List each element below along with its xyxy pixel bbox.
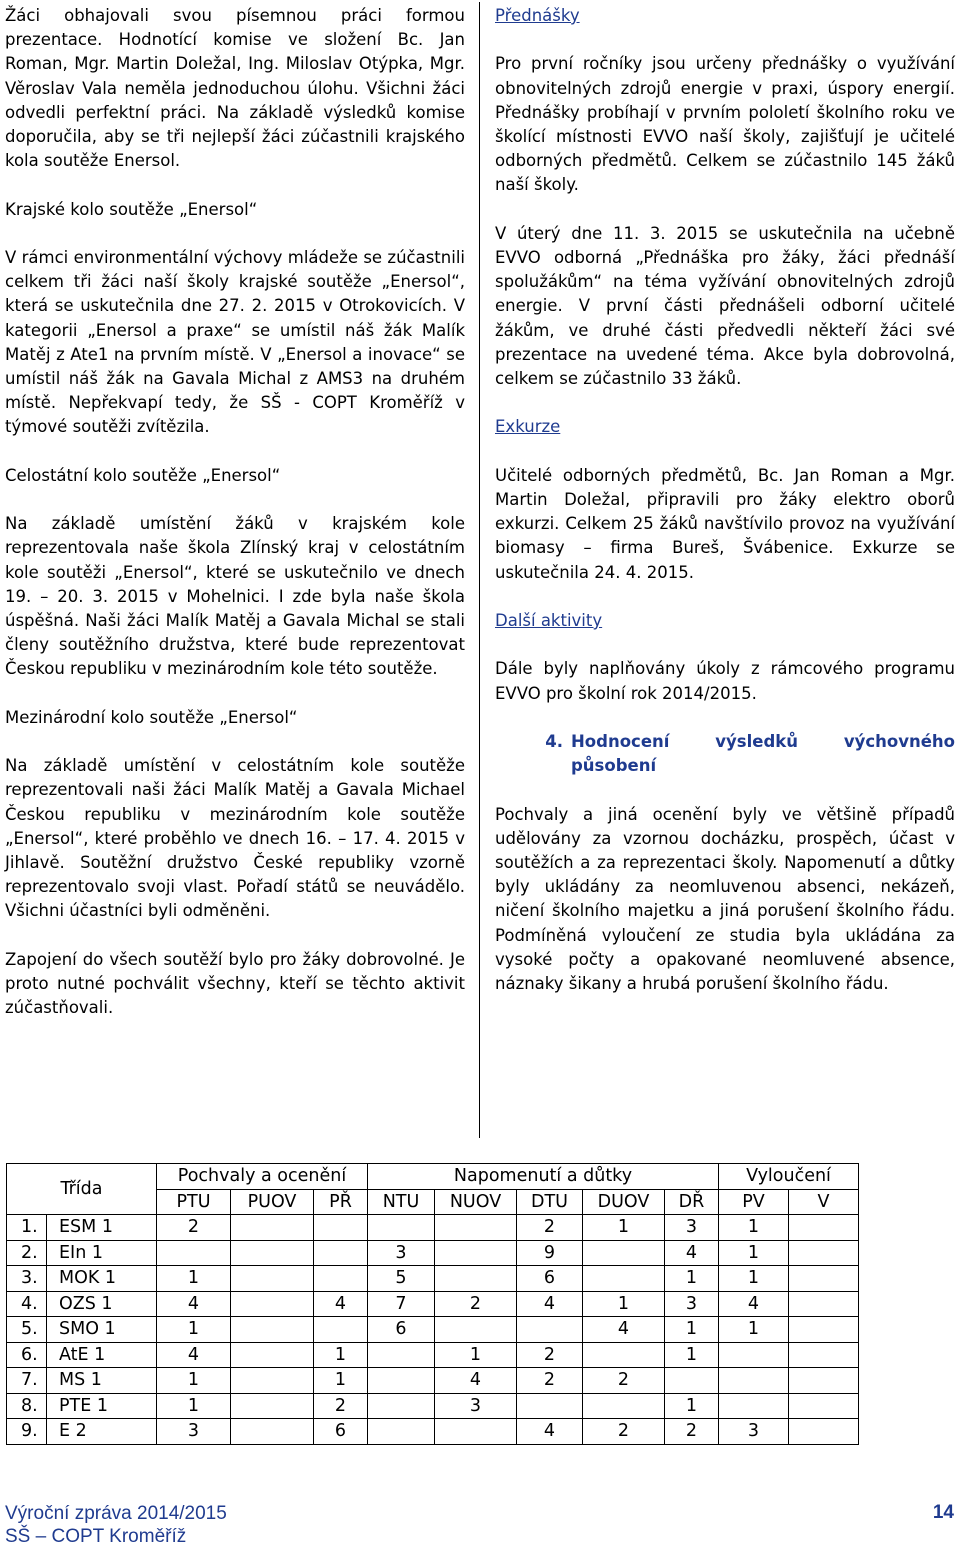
page-number: 14 [932, 1502, 954, 1523]
table-cell-class: MS 1 [47, 1368, 157, 1394]
table-row [7, 1215, 859, 1241]
table-cell: 6 [517, 1266, 583, 1292]
table-cell: 2 [517, 1215, 583, 1241]
column-divider [479, 2, 480, 1138]
table-cell-index: 2. [7, 1240, 47, 1266]
table-cell-class: E 2 [47, 1419, 157, 1445]
table-cell: 1 [583, 1215, 665, 1241]
table-cell: 6 [368, 1317, 435, 1343]
table-cell [583, 1342, 665, 1368]
section-4-title-line2: působení [571, 756, 657, 776]
table-cell [435, 1240, 517, 1266]
left-column [5, 4, 465, 1020]
table-cell: 3 [665, 1291, 719, 1317]
paragraph-pochvaly: Pochvaly a jiná ocenění byly ve většině případů udělovány za vzornou docházku, prospěch, účast v soutěžích a za reprezentaci školy. Napomenutí a důtky byly ukládány za neomluvenou absenci, nekázeň, ničení školního majetku a jiná porušení školního řádu. Podmíněná vyloučení ze studia byla ukládána za vysoké počty a opakované neomluvené absence, náznaky šikany a hrubá porušení školního řádu. [495, 804, 955, 993]
table-body [7, 1215, 859, 1445]
paragraph-mezinarodni-kolo: Na základě umístění v celostátním kole soutěže reprezentovali naši žáci Malík Matěj a Gavala Michael Českou republiku v mezinárodním kole soutěže „Enersol“, které proběhlo ve dnech 16. – 17. 4. 2015 v Jihlavě. Soutěžní družstvo České republiky vzorně reprezentovalo svoji vlast. Pořadí států se neuvádělo. Všichni účastníci byli odměněni. [5, 756, 465, 921]
table-cell: 1 [157, 1368, 231, 1394]
section-4-number: 4. [545, 731, 563, 751]
table-row [7, 1368, 859, 1394]
paragraph-obhajoba: Žáci obhajovali svou písemnou práci formou prezentace. Hodnotící komise ve složení Bc. Jan Roman, Mgr. Martin Doležal, Ing. Miloslav Otýpka, Mgr. Věroslav Vala neměla jednoduchou úlohu. Všichni žáci odvedli perfektní práci. Na základě výsledků komise doporučila, aby se tři nejlepší žáci zúčastnili krajského kola soutěže Enersol. [5, 6, 465, 171]
table-header-group-pochvaly: Pochvaly a ocenění [157, 1164, 368, 1190]
table-cell: 4 [314, 1291, 368, 1317]
footer-report-title: Výroční zpráva 2014/2015 [5, 1503, 227, 1524]
table-cell [789, 1342, 859, 1368]
table-cell [789, 1240, 859, 1266]
table-cell [368, 1368, 435, 1394]
table-cell-class: PTE 1 [47, 1393, 157, 1419]
table-cell [231, 1393, 314, 1419]
table-header-group-vylouceni: Vyloučení [719, 1164, 859, 1190]
table-cell-index: 7. [7, 1368, 47, 1394]
table-row [7, 1291, 859, 1317]
table-cell [314, 1266, 368, 1292]
table-cell: 1 [719, 1215, 789, 1241]
table-subheader: PUOV [231, 1189, 314, 1215]
table-header-group-napomenuti: Napomenutí a důtky [368, 1164, 719, 1190]
table-cell [231, 1342, 314, 1368]
table-cell: 3 [157, 1419, 231, 1445]
table-cell [231, 1317, 314, 1343]
table-cell [789, 1393, 859, 1419]
table-cell [583, 1393, 665, 1419]
table-cell [231, 1368, 314, 1394]
table-header-class: Třída [7, 1164, 157, 1215]
paragraph-krajske-kolo: V rámci environmentální výchovy mládeže se zúčastnili celkem tři žáci naší školy krajské soutěže „Enersol“, která se uskutečnila dne 27. 2. 2015 v Otrokovicích. V kategorii „Enersol a praxe“ se umístil náš žák Malík Matěj z Ate1 na prvním místě. V „Enersol a inovace“ se umístil náš žák na Gavala Michal z AMS3 na druhém místě. Nepřekvapí tedy, že SŠ - COPT Kroměříž v týmové soutěži zvítězila. [5, 248, 465, 437]
table-cell: 6 [314, 1419, 368, 1445]
table-cell-class: EIn 1 [47, 1240, 157, 1266]
table-cell [368, 1393, 435, 1419]
table-cell [435, 1215, 517, 1241]
table-cell-class: ESM 1 [47, 1215, 157, 1241]
table-cell [314, 1215, 368, 1241]
table-cell: 2 [435, 1291, 517, 1317]
table-cell-index: 3. [7, 1266, 47, 1292]
table-cell: 4 [583, 1317, 665, 1343]
section-4-title-line1: Hodnocení výsledků výchovného [571, 731, 955, 751]
table-cell [789, 1368, 859, 1394]
table-cell: 7 [368, 1291, 435, 1317]
table-cell [789, 1419, 859, 1445]
table-cell: 1 [157, 1266, 231, 1292]
table-cell [789, 1317, 859, 1343]
table-cell: 1 [665, 1393, 719, 1419]
table-cell: 2 [517, 1342, 583, 1368]
table-cell [789, 1215, 859, 1241]
table-subheader: DŘ [665, 1189, 719, 1215]
table-cell [231, 1240, 314, 1266]
table-cell: 2 [583, 1419, 665, 1445]
heading-dalsi-aktivity: Další aktivity [495, 611, 603, 630]
table-cell [719, 1342, 789, 1368]
footer [5, 1502, 227, 1548]
section-4-heading [495, 730, 955, 778]
table-cell [435, 1266, 517, 1292]
table-cell [368, 1342, 435, 1368]
paragraph-utery: V úterý dne 11. 3. 2015 se uskutečnila na učebně EVVO odborná „Přednáška pro žáky, žáci přednáší spolužákům“ na téma vyžívání obnovitelných zdrojů energie. V první části přednášeli odborní učitelé žákům, ve druhé části předvedli někteří žáci své prezentace na uvedené téma. Akce byla dobrovolná, celkem se zúčastnilo 33 žáků. [495, 223, 955, 389]
table-subheader: PTU [157, 1189, 231, 1215]
table-cell-class: AtE 1 [47, 1342, 157, 1368]
table-cell-index: 9. [7, 1419, 47, 1445]
table-cell [231, 1291, 314, 1317]
table-subheader: NUOV [435, 1189, 517, 1215]
table-cell: 2 [314, 1393, 368, 1419]
table-cell: 4 [719, 1291, 789, 1317]
table-cell [517, 1393, 583, 1419]
table-cell: 2 [665, 1419, 719, 1445]
table-cell: 1 [157, 1317, 231, 1343]
table-cell-class: OZS 1 [47, 1291, 157, 1317]
table-cell [719, 1368, 789, 1394]
table-cell: 5 [368, 1266, 435, 1292]
table-cell [665, 1368, 719, 1394]
table-cell: 2 [517, 1368, 583, 1394]
table-cell: 4 [157, 1291, 231, 1317]
right-column [495, 4, 955, 996]
table-subheader: V [789, 1189, 859, 1215]
table-cell: 3 [719, 1419, 789, 1445]
table-cell [517, 1317, 583, 1343]
table-cell: 4 [435, 1368, 517, 1394]
table-cell: 1 [665, 1317, 719, 1343]
table-cell: 4 [665, 1240, 719, 1266]
table-cell-index: 4. [7, 1291, 47, 1317]
table-cell [583, 1240, 665, 1266]
table-cell [789, 1291, 859, 1317]
table-cell: 1 [157, 1393, 231, 1419]
table-cell [157, 1240, 231, 1266]
table-cell [719, 1393, 789, 1419]
table-cell [314, 1317, 368, 1343]
table-cell [435, 1317, 517, 1343]
table-cell: 1 [719, 1266, 789, 1292]
table-cell: 1 [665, 1342, 719, 1368]
table-cell: 3 [665, 1215, 719, 1241]
table-cell-index: 6. [7, 1342, 47, 1368]
table-cell: 2 [583, 1368, 665, 1394]
table-cell [231, 1215, 314, 1241]
table-row [7, 1342, 859, 1368]
heading-krajske-kolo: Krajské kolo soutěže „Enersol“ [5, 199, 258, 219]
paragraph-celostatni-kolo: Na základě umístění žáků v krajském kole reprezentovala naše škola Zlínský kraj v celostátním kole soutěži „Enersol“, které se uskutečnilo ve dnech 19. – 20. 3. 2015 v Mohelnici. I zde byla naše škola úspěšná. Naši žáci Malík Matěj a Gavala Michal se stali členy soutěžního družstva, které bude reprezentovat Českou republiku v mezinárodním kole této soutěže. [5, 514, 465, 679]
heading-prednasky: Přednášky [495, 6, 580, 25]
table-cell-class: MOK 1 [47, 1266, 157, 1292]
table-cell: 1 [583, 1291, 665, 1317]
heading-celostatni-kolo: Celostátní kolo soutěže „Enersol“ [5, 465, 281, 485]
table-subheader: DUOV [583, 1189, 665, 1215]
table-subheader: PV [719, 1189, 789, 1215]
table-cell: 9 [517, 1240, 583, 1266]
table-cell: 1 [719, 1240, 789, 1266]
table-cell: 4 [517, 1419, 583, 1445]
table-cell: 1 [314, 1368, 368, 1394]
table-cell: 1 [719, 1317, 789, 1343]
paragraph-dalsi-aktivity: Dále byly naplňovány úkoly z rámcového programu EVVO pro školní rok 2014/2015. [495, 659, 955, 703]
table-subheader: DTU [517, 1189, 583, 1215]
table-cell: 1 [314, 1342, 368, 1368]
stats-table [6, 1163, 859, 1445]
section-4-title [571, 730, 955, 778]
table-cell-index: 5. [7, 1317, 47, 1343]
table-row [7, 1419, 859, 1445]
table-cell [368, 1215, 435, 1241]
table-cell: 4 [157, 1342, 231, 1368]
table-cell [314, 1240, 368, 1266]
table-cell: 4 [517, 1291, 583, 1317]
table-subheader: PŘ [314, 1189, 368, 1215]
paragraph-prednasky: Pro první ročníky jsou určeny přednášky o využívání obnovitelných zdrojů energie v praxi, úspory energií. Přednášky probíhají v prvním pololetí školního roku ve školící místnosti EVVO naší školy, zajišťují je učitelé odborných předmětů. Celkem se zúčastnilo 145 žáků naší školy. [495, 54, 955, 195]
table-cell [231, 1419, 314, 1445]
table-row [7, 1266, 859, 1292]
table-cell [435, 1419, 517, 1445]
table-cell: 3 [368, 1240, 435, 1266]
table-cell: 1 [435, 1342, 517, 1368]
table-cell [583, 1266, 665, 1292]
heading-mezinarodni-kolo: Mezinárodní kolo soutěže „Enersol“ [5, 707, 298, 727]
footer-school-name: SŠ – COPT Kroměříž [5, 1526, 187, 1547]
table-cell: 2 [157, 1215, 231, 1241]
table-cell [231, 1266, 314, 1292]
paragraph-zapojeni: Zapojení do všech soutěží bylo pro žáky dobrovolné. Je proto nutné pochválit všechny, kteří se těchto aktivit zúčastňovali. [5, 949, 465, 1018]
table-cell: 1 [665, 1266, 719, 1292]
table-row [7, 1317, 859, 1343]
heading-exkurze: Exkurze [495, 417, 561, 437]
table-header-row-1 [7, 1164, 859, 1190]
table-cell-index: 1. [7, 1215, 47, 1241]
table-cell: 3 [435, 1393, 517, 1419]
table-subheader: NTU [368, 1189, 435, 1215]
table-cell [368, 1419, 435, 1445]
table-cell-index: 8. [7, 1393, 47, 1419]
table-cell-class: SMO 1 [47, 1317, 157, 1343]
table-row [7, 1240, 859, 1266]
table-row [7, 1393, 859, 1419]
table-cell [789, 1266, 859, 1292]
paragraph-exkurze: Učitelé odborných předmětů, Bc. Jan Roman a Mgr. Martin Doležal, připravili pro žáky elektro oborů exkurzi. Celkem 25 žáků navštívilo provoz na využívání biomasy – firma Bureš, Švábenice. Exkurze se uskutečnila 24. 4. 2015. [495, 465, 955, 582]
